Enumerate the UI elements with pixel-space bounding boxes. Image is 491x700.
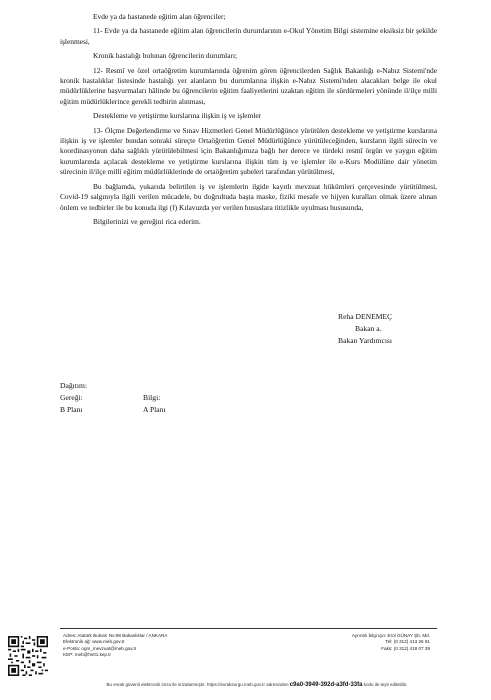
paragraph-item-12: 12- Resmî ve özel ortaöğretim kurumlarında öğrenim gören öğrencilerden Sağlık Bakanlığı e-Nabız Sistemi'nde kronik hastalıklar listesinde hastalığı yer alanların bu durumlarına ilişkin e-Nabız Sistemi'nden alacakları belge ile okul müdürlüklerine başvurmaları hâlinde bu öğrencilerin eğitim faaliyetlerini uzaktan eğitim ile sürdürmeleri yönünde il/ilçe milli eğitim müdürlüklerince gerekli tedbirin alınması,	[60, 65, 437, 106]
distribution-action-value: B Planı	[60, 405, 83, 414]
footer-web-link[interactable]: Elektronik ağ: www.meb.gov.tr	[63, 639, 125, 645]
footer-phone: Tel: (0 312) 413 26 91	[385, 639, 430, 645]
signatory-name: Reha DENEMEÇ	[338, 312, 393, 321]
footer-right	[330, 633, 430, 652]
paragraph-closing: Bu bağlamda, yukarıda belirtilen iş ve işlemlerin ilgide kayıtlı mevzuat hükümleri çerçevesinde yürütülmesi, Covid-19 salgınıyla ilgili verilen mücadele, bu doğrultuda başta maske, fiziki mesafe ve hijyen kuralları olmak üzere alınan önlem ve tedbirler ile bu konuda ilgi (f) Kılavuzda yer verilen hususlara titizlikle uyulması hususunda,	[60, 181, 437, 212]
distribution-info-label: Bilgi:	[143, 393, 161, 402]
signatory-authority: Bakan a.	[355, 324, 382, 333]
distribution-title: Dağıtım:	[60, 381, 87, 390]
section-heading-support-courses: Destekleme ve yetiştirme kurslarına ilişkin iş ve işlemler	[93, 111, 262, 121]
letter-body	[60, 12, 437, 227]
paragraph-item-11: 11- Evde ya da hastanede eğitim alan öğrencilerin durumlarının e-Okul Yönetim Bilgi sistemine eksiksiz bir şekilde işlenmesi,	[60, 26, 437, 46]
distribution-info-value: A Planı	[143, 405, 166, 414]
footer-left	[63, 633, 167, 659]
footer-fax: Faks: (0 312) 418 07 39	[381, 645, 430, 651]
qr-code-icon	[8, 636, 48, 676]
verification-prefix: Bu evrak güvenli elektronik imza ile imzalanmıştır. https://evraksorgu.meb.gov.tr adresinden	[106, 682, 289, 687]
signatory-title: Bakan Yardımcısı	[338, 336, 392, 345]
distribution-action-label: Gereği:	[60, 393, 83, 402]
section-heading-chronic-illness: Kronik hastalığı bulunan öğrencilerin durumları;	[93, 51, 238, 61]
footer-divider	[60, 628, 437, 629]
paragraph-request: Bilgilerinizi ve gereğini rica ederim.	[93, 216, 201, 226]
footer-contact: Ayrıntılı bilgi için: Erol GÜNAY Şb. Md.	[351, 633, 430, 638]
e-signature-verification-note	[52, 682, 462, 688]
footer-email-link[interactable]: e-Posta: ogm_mevzuat@meb.gov.tr	[63, 645, 137, 651]
footer-kep-address: KEP: meb@hs01.kep.tr	[63, 652, 112, 658]
verification-suffix: kodu ile teyit edilebilir.	[363, 682, 408, 687]
section-heading-home-hospital: Evde ya da hastanede eğitim alan öğrenciler;	[93, 12, 226, 21]
footer-address: Adres: Atatürk Bulvarı No:98 Bakanlıklar / ANKARA	[63, 633, 168, 638]
verification-code: c9a0-3949-392d-a3fd-33fa	[289, 682, 363, 688]
paragraph-item-13: 13- Ölçme Değerlendirme ve Sınav Hizmetleri Genel Müdürlüğünce yürütülen destekleme ve yetiştirme kurslarına ilişkin iş ve işlemler bundan sonraki süreçte Ortaöğretim Genel Müdürlüğünce yürütüleceğinden, kursların ilgili sürecin ve koordinasyonun daha sağlıklı yürütülebilmesi için Bakanlığımıza bağlı her derece ve türdeki resmî örgün ve yaygın eğitim kurumlarında açılacak destekleme ve yetiştirme kurslarına ilişkin tüm iş ve işlemler ile e-Kurs Modülüne dair yönetim sürecinin il/ilçe milli eğitim müdürlüklerinde de ortaöğretim şubeleri tarafından yürütülmesi,	[60, 125, 437, 177]
